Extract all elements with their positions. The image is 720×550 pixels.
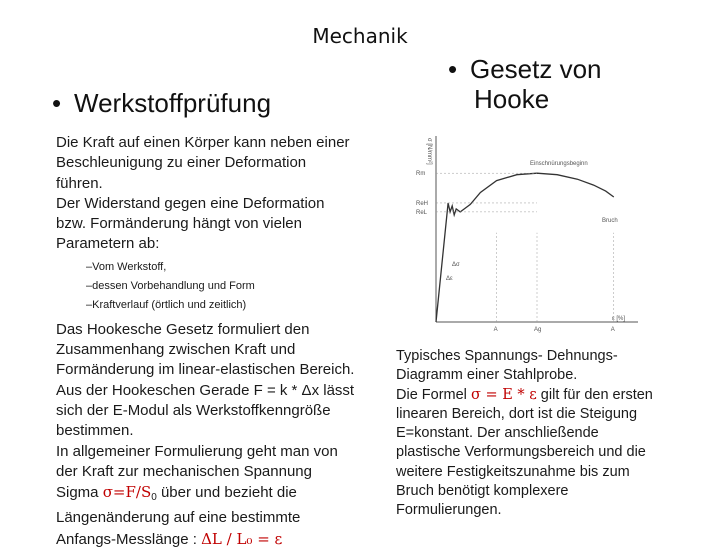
paragraph-3: Das Hookesche Gesetz formuliert den Zusammenhang zwischen Kraft und Formänderung im linear-elastischen Bereich.: [56, 320, 355, 379]
paragraph-4: [56, 381, 356, 442]
y-axis-label: σ [N/mm²]: [426, 138, 432, 165]
y-marker-label: ReH: [416, 200, 429, 207]
y-marker-label: ReL: [416, 209, 428, 216]
paragraph-2: Der Widerstand gegen eine Deformation bzw. Formänderung hängt von vielen Parametern ab:: [56, 194, 325, 253]
list-item: –dessen Vorbehandlung und Form: [86, 279, 255, 292]
caption-line-2: [396, 386, 666, 521]
paragraph-5: [56, 442, 356, 550]
annotation-bruch: Bruch: [602, 218, 618, 224]
para4-prefix: Aus der Hookeschen Gerade F = k *: [56, 381, 302, 399]
para4-suffix: x lässt sich der E-Modul als Werkstoffkenngröße bestimmen.: [56, 381, 355, 440]
annotation-einschnuerung: Einschnürungsbeginn: [530, 161, 588, 167]
left-heading-text: Werkstoffprüfung: [74, 88, 272, 118]
annotation-delta-sigma: Δσ: [452, 262, 460, 268]
y-marker-label: Rm: [416, 171, 426, 178]
hooke-formula: σ = E * ε: [470, 386, 537, 403]
left-body-text: [56, 133, 356, 550]
right-heading: [448, 54, 602, 114]
caption-line-1: Typisches Spannungs- Dehnungs-Diagramm einer Stahlprobe.: [396, 348, 618, 384]
sigma-formula: σ=F/S: [102, 483, 152, 502]
x-marker-label: A: [610, 327, 615, 333]
para5-b: über und bezieht die Längenänderung auf eine bestimmte Anfangs-Messlänge :: [56, 484, 301, 548]
left-heading: [52, 88, 271, 118]
annotation-delta-epsilon: Δε: [446, 276, 453, 282]
stress-strain-svg: [412, 130, 648, 335]
stress-strain-curve: [436, 173, 614, 322]
slide-title: Mechanik: [312, 24, 408, 48]
list-item: –Kraftverlauf (örtlich und zeitlich): [86, 298, 247, 311]
caption-2b: gilt für den ersten linearen Bereich, dort ist die Steigung E=konstant. Der anschließende plastische Verformungsbereich und die weitere Festigkeitszunahme bis zum Bruch benötigt komplexere Formulierungen.: [396, 386, 653, 519]
right-heading-line1: Gesetz von: [470, 54, 602, 84]
right-heading-line2: Hooke: [474, 84, 550, 114]
delta-symbol: Δ: [301, 381, 312, 399]
bullet: •: [52, 88, 62, 118]
list-item: –Vom Werkstoff,: [86, 260, 167, 273]
x-marker-label: Ag: [534, 327, 542, 333]
x-axis-label: ε [%]: [612, 316, 626, 322]
stress-strain-chart: [412, 130, 648, 335]
x-marker-label: A: [493, 327, 498, 333]
strain-formula: ΔL / L₀ = ε: [201, 529, 283, 548]
paragraph-1: Die Kraft auf einen Körper kann neben einer Beschleunigung zu einer Deformation führen.: [56, 134, 350, 192]
parameter-list: [86, 258, 356, 315]
sigma-formula-subscript: 0: [151, 492, 157, 504]
caption-2a: Die Formel: [396, 386, 471, 403]
diagram-caption: [396, 347, 666, 521]
bullet: •: [448, 54, 458, 84]
para5-a: In allgemeiner Formulierung geht man von der Kraft zur mechanischen Spannung Sigma: [56, 442, 338, 502]
